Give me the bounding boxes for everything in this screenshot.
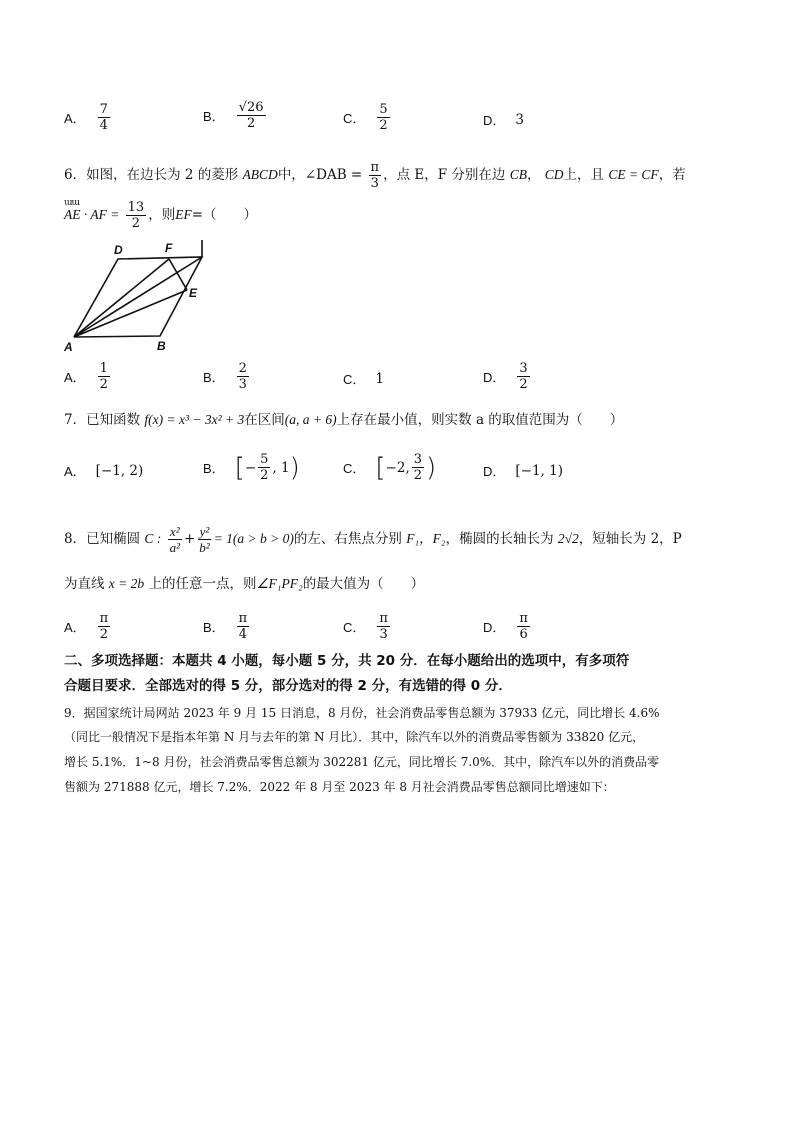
q9-line3: 增长 5.1%．1~8 月份，社会消费品零售总额为 302281 亿元，同比增长 7.0%．其中，除汽车以外的消费品零: [64, 755, 660, 769]
fraction: $\frac{\pi}{3}$: [379, 611, 388, 642]
fraction: $\frac{3}{2}$: [413, 452, 423, 483]
q7-stem: 7．已知函数 f(x) = x³ − 3x² + 3在区间(a, a + 6)上存在最小值，则实数 a 的取值范围为（ ）: [64, 412, 624, 428]
q8-option-d: D． $\frac{\pi}{6}$: [483, 611, 528, 642]
label-a: A: [64, 340, 73, 354]
rhombus-figure: [62, 236, 212, 356]
q8-stem-line2: 为直线 x = 2b 上的任意一点，则∠F₁PF₂的最大值为（ ）: [64, 576, 425, 592]
q6-option-b: B． $\frac{2}{3}$: [203, 361, 247, 392]
q8-option-c: C． $\frac{\pi}{3}$: [343, 611, 388, 642]
fraction: $\frac{5}{2}$: [379, 102, 388, 133]
q6-option-a: A． $\frac{1}{2}$: [64, 361, 108, 392]
q7-option-b: B． [ − $\frac{5}{2}$ , 1 ): [203, 452, 300, 483]
q7-option-a: A． [−1, 2): [64, 462, 144, 479]
fraction: $\frac{13}{2}$: [127, 200, 145, 231]
q6-stem-line1: 6．如图，在边长为 2 的菱形 ABCD中，∠DAB = $\frac{\pi}{3}$ ，点 E，F 分别在边 CB， CD上，且 CE = CF，若: [64, 160, 686, 191]
q6-option-d: D． $\frac{3}{2}$: [483, 361, 528, 392]
q7-option-c: C． [ −2, $\frac{3}{2}$ ): [343, 452, 437, 483]
q8-option-b: B． $\frac{\pi}{4}$: [203, 611, 248, 642]
fraction: $\frac{\pi}{4}$: [238, 611, 248, 642]
fraction: $\frac{7}{4}$: [99, 102, 108, 133]
q9-line1: 9．据国家统计局网站 2023 年 9 月 15 日消息，8 月份，社会消费品零售总额为 37933 亿元，同比增长 4.6%: [64, 706, 660, 720]
fraction: $\frac{\pi}{3}$: [370, 160, 380, 191]
label-f: F: [165, 241, 173, 255]
vector-expression: ɯɯ AE · AF =: [64, 198, 120, 222]
label-e: E: [189, 286, 198, 300]
q8-option-a: A． $\frac{\pi}{2}$: [64, 611, 109, 642]
fraction: $\frac{\pi}{2}$: [99, 611, 109, 642]
q6-option-c: C． 1: [343, 370, 384, 387]
fraction: $\frac{\pi}{6}$: [519, 611, 528, 642]
label-b: B: [157, 339, 166, 353]
q5-option-d: D． 3: [483, 111, 524, 128]
fraction: $\frac{3}{2}$: [519, 361, 528, 392]
fraction: $\frac{\text{x²}}{\text{a²}}$: [169, 524, 180, 555]
label-d: D: [114, 243, 123, 257]
q5-option-b: B． $\frac{√26}{2}$: [203, 100, 264, 131]
section2-heading-line2: 合题目要求．全部选对的得 5 分，部分选对的得 2 分，有选错的得 0 分．: [64, 678, 512, 694]
q7-option-d: D． [−1, 1): [483, 462, 563, 479]
fraction: $\frac{√26}{2}$: [238, 100, 264, 131]
q6-stem-line2: ɯɯ AE · AF = $\frac{13}{2}$ ，则EF=（ ）: [64, 198, 258, 231]
section2-heading-line1: 二、多项选择题：本题共 4 小题，每小题 5 分，共 20 分．在每小题给出的选项中，有多项符: [64, 653, 630, 669]
q5-option-a: A． $\frac{7}{4}$: [64, 102, 108, 133]
fraction: $\frac{5}{2}$: [260, 452, 269, 483]
q5-option-c: C． $\frac{5}{2}$: [343, 102, 388, 133]
q8-stem-line1: 8．已知椭圆 C : $\frac{\text{x²}}{\text{a²}}$ + $\frac{\text{y²}}{\text{b²}}$ = 1(a > b > 0)的左、右焦点分别 F₁，F₂，椭圆的长轴长为 2√2，短轴长为 2，P: [64, 524, 682, 555]
fraction: $\frac{2}{3}$: [238, 361, 247, 392]
q9-line4: 售额为 271888 亿元，增长 7.2%．2022 年 8 月至 2023 年 8 月社会消费品零售总额同比增速如下：: [64, 780, 615, 794]
fraction: $\frac{\text{y²}}{\text{b²}}$: [199, 524, 210, 555]
fraction: $\frac{1}{2}$: [99, 361, 108, 392]
q9-line2: （同比一般情况下是指本年第 N 月与去年的第 N 月比）．其中，除汽车以外的消费品零售额为 33820 亿元，: [64, 730, 645, 744]
